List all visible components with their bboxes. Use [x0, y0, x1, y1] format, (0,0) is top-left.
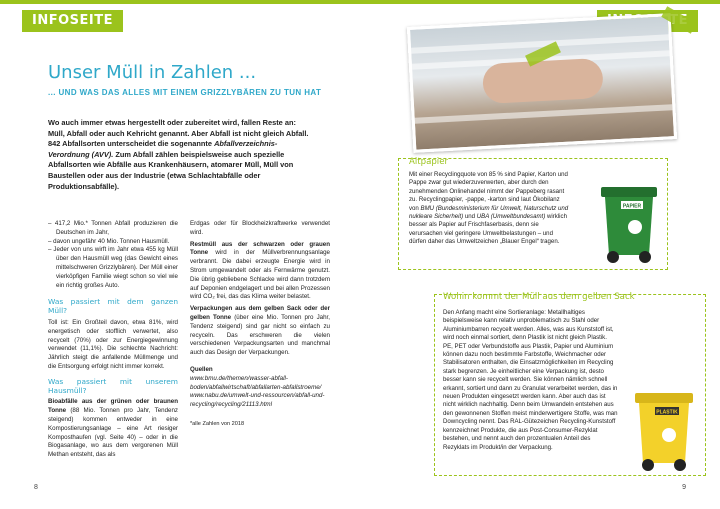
paper-layer	[415, 104, 673, 123]
gelber-sack-heading: Wohin kommt der Müll aus dem gelben Sack	[443, 292, 635, 302]
intro-italic: Abfallverzeichnis-Verordnung (AVV).	[48, 139, 278, 159]
source-link[interactable]: www.bmu.de/themen/wasser-abfall-boden/abfallwirtschaft/abfallarten-abfallstroeme/	[190, 374, 322, 391]
list-item: – Jeder von uns wirft im Jahr etwa 455 kg Müll über den Hausmüll weg (das Gewicht eines mittelschweren Grizzlybären). Der Müll einer vierköpfigen Familie wiegt schon so viel wie ein richtig großes Auto.	[48, 246, 178, 289]
top-accent-bar	[0, 0, 360, 4]
column-1	[48, 220, 178, 463]
top-accent-bar	[360, 0, 720, 4]
intro-text: Wo auch immer etwas hergestellt oder zubereitet wird, fallen Reste an: Müll, Abfall oder auch Kehricht genannt. Aber Abfall ist nicht gleich Abfall. 842 Abfallsorten unterscheidet die sogenannte	[48, 118, 309, 149]
footnote: *alle Zahlen von 2018	[190, 420, 245, 427]
body-text: (über eine Mio. Tonnen pro Jahr, Tendenz steigend) sind gar nicht so einfach zu recyceln. Das erschweren die vielen verschiedenen Verpackungsarten und manchmal auch das Design der Verpackungen.	[190, 313, 330, 357]
gelber-sack-text: Den Anfang macht eine Sortieranlage: Metallhaltiges beispielsweise kann relativ unproblematisch zu Stahl oder Aluminiumbarren recycelt werden. Alles, was aus Kunststoff ist, wird noch einmal sortiert, denn Plastik ist nicht gleich Plastik. PE, PET oder Verbundstoffe aus Plastik, Papier und Aluminium können dazu noch bestimmte Farbstoffe, Weichmacher oder Stabilisatoren enthalten, die Einsatzmöglichkeiten im Recycling stark begrenzen. Je einheitlicher eine Verpackung ist, desto besser kann sie recycelt werden. Sie können nämlich schnell erkannt, sortiert und dann zu Granulat verarbeitet werden, das in neuen Produkten eingesetzt werden kann. Aber auch das ist nicht wirklich nachhaltig. Denn beim Umwandeln entstehen aus den gewonnenen Stoffen meist minderwertigere Stoffe, was man Downcycling nennt. Das RAL-Gütezeichen Recycling-Kunststoff kennzeichnet Produkte, die aus Post-Consumer-Rezyklat bestehen, und nennt auch den prozentualen Anteil des Rezyklats im Produkt/in der Verpackung.	[443, 309, 618, 451]
altpapier-text	[409, 171, 569, 247]
section-heading-muell: Was passiert mit dem ganzen Müll?	[48, 297, 178, 316]
section-text-hausmuell	[48, 398, 178, 460]
bin-label: PLASTIK	[656, 409, 678, 416]
infoseite-badge: INFOSEITE	[22, 10, 123, 32]
yellow-bin-icon	[631, 389, 697, 473]
col2-text: Erdgas oder für Blockheizkraftwerke verwendet wird.	[190, 220, 330, 236]
page-title: Unser Müll in Zahlen ...	[48, 62, 257, 83]
body-text: Mit einer Recyclingquote von 85 % sind Papier, Karton und Pappe zwar gut wiederzuverwerten, aber durch den zunehmenden Onlinehandel nimmt der Pappeberg rasant zu. Recyclingpapier, -pappe, -karton sind laut Ökobilanz von	[409, 171, 568, 212]
bold-text: Restmüll aus der schwarzen oder grauen Tonne	[190, 240, 330, 257]
bold-text: Verpackungen aus dem gelben Sack oder der gelben Tonne	[190, 305, 330, 321]
sources-heading: Quellen	[190, 365, 213, 373]
body-text: wirklich besser als Papier auf Frischfaserbasis, denn sie verursachen viel geringere Umweltbelastungen – und dürfen daher das Umweltzeichen „Blauer Engel“ tragen.	[409, 213, 567, 246]
intro-paragraph	[48, 118, 310, 192]
body-text: und	[463, 213, 477, 221]
facts-list	[48, 220, 178, 290]
list-item: – davon ungefähr 40 Mio. Tonnen Hausmüll.	[48, 237, 170, 245]
gelber-sack-box	[434, 294, 706, 476]
sources-block	[190, 366, 330, 410]
body-text: wird in der Müllverbrennungsanlage verbrannt. Die dabei erzeugte Energie wird in Strom umgewandelt oder als Fernwärme genutzt. Die übrig gebliebene Schlacke wird dann trotzdem auf Deponien endgelagert und bei allen Prozessen wird CO₂ frei, das das Klima weiter belastet.	[190, 249, 330, 301]
body-text: (88 Mio. Tonnen pro Jahr, Tendenz steigend) kommen entweder in eine Kompostierungsanlage – eine Art riesiger Komposthaufen (vgl. Seite 40) – oder in die Biogasanlage, wo aus dem vergorenen Müll Methan entsteht, das als	[48, 407, 178, 459]
hands-shape	[482, 58, 604, 104]
page-subtitle: ... UND WAS DAS ALLES MIT EINEM GRIZZLYBÄREN ZU TUN HAT	[48, 88, 322, 97]
column-2	[190, 220, 330, 429]
italic-text: UBA (Umweltbundesamt)	[476, 213, 546, 221]
green-bin-icon	[595, 183, 663, 265]
page-number-left: 8	[34, 484, 38, 491]
list-item: – 417,2 Mio.* Tonnen Abfall produzieren die Deutschen im Jahr,	[48, 220, 178, 236]
section-heading-hausmuell: Was passiert mit unserem Hausmüll?	[48, 376, 178, 395]
page-number-right: 9	[682, 484, 686, 491]
bold-text: Bioabfälle aus der grünen oder braunen Tonne	[48, 398, 178, 415]
intro-text-cont: Zum Abfall zählen beispielsweise auch spezielle Abfallsorten wie Abfälle aus Krankenhäusern, atomarer Müll, Müll von Baustellen oder aus der Industrie (etwa Schlachtabfälle oder Produktionsabfälle).	[48, 149, 294, 191]
altpapier-heading: Altpapier	[409, 157, 449, 167]
altpapier-box	[398, 158, 668, 270]
source-link[interactable]: www.nabu.de/umwelt-und-ressourcen/abfall-und-recycling/recycling/21113.html	[190, 392, 325, 409]
italic-text: BMU (Bundesministerium für Umwelt, Naturschutz und nukleare Sicherheit)	[409, 204, 569, 221]
section-text-muell: Toll ist: Ein Großteil davon, etwa 81%, wird energetisch oder stofflich verwertet, also recycelt (70%) oder zur Energiegewinnung verwendet (11,1%). Die schlechte Nachricht: Jährlich steigt die anfallende Müllmenge und die Entsorgung erfolgt nicht immer korrekt.	[48, 318, 178, 370]
bin-label: PAPIER	[622, 203, 642, 210]
verpackungen-paragraph	[190, 305, 330, 358]
restmuell-paragraph	[190, 241, 330, 303]
right-page	[360, 0, 720, 509]
newspaper-stack-photo	[407, 13, 677, 153]
